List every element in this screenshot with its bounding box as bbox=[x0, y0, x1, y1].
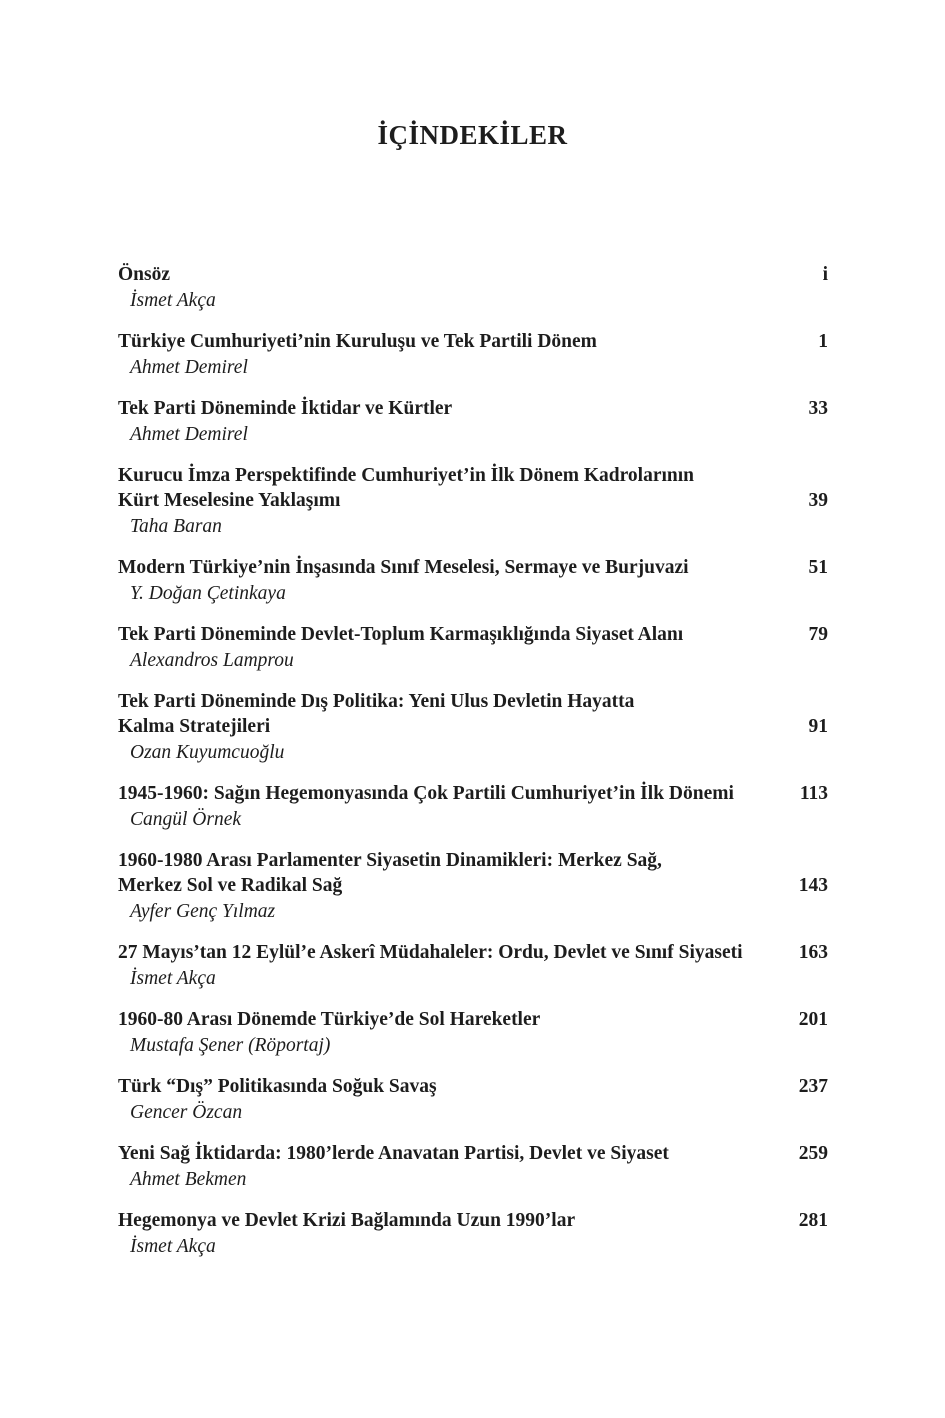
toc-entry-page-number: 143 bbox=[798, 875, 828, 896]
toc-entry-title-line: 27 Mayıs’tan 12 Eylül’e Askerî Müdahaleler: Ordu, Devlet ve Sınıf Siyaseti bbox=[118, 942, 743, 963]
toc-entry-page-number: 39 bbox=[808, 490, 828, 511]
toc-entry-title bbox=[118, 689, 828, 739]
toc-entry-author: Ahmet Demirel bbox=[130, 424, 248, 445]
toc-entry-author: Y. Doğan Çetinkaya bbox=[130, 583, 286, 604]
toc-entry-title-line: Tek Parti Döneminde Dış Politika: Yeni Ulus Devletin Hayatta bbox=[118, 691, 635, 712]
toc-entry-title-line: Modern Türkiye’nin İnşasında Sınıf Meselesi, Sermaye ve Burjuvazi bbox=[118, 557, 689, 578]
toc-entry-title bbox=[118, 848, 828, 898]
toc-entry-author: Ayfer Genç Yılmaz bbox=[130, 901, 276, 922]
toc-entry-author: Ozan Kuyumcuoğlu bbox=[130, 742, 285, 763]
toc-entry-author: Gencer Özcan bbox=[130, 1102, 243, 1123]
toc-entry[interactable] bbox=[118, 463, 828, 540]
toc-entry-title-line: Tek Parti Döneminde İktidar ve Kürtler bbox=[118, 398, 453, 419]
toc-entry-title-line: Türkiye Cumhuriyeti’nin Kuruluşu ve Tek Partili Dönem bbox=[118, 331, 597, 352]
toc-entry-title bbox=[118, 781, 828, 806]
toc-entry-title-line: 1945-1960: Sağın Hegemonyasında Çok Partili Cumhuriyet’in İlk Dönemi bbox=[118, 783, 734, 804]
toc-entry-page-number: 237 bbox=[798, 1076, 828, 1097]
toc-entry-title-line: Tek Parti Döneminde Devlet-Toplum Karmaşıklığında Siyaset Alanı bbox=[118, 624, 684, 645]
toc-entry-title bbox=[118, 940, 828, 965]
toc-entry-title bbox=[118, 1007, 828, 1032]
toc-entry[interactable] bbox=[118, 1208, 828, 1260]
toc-entry[interactable] bbox=[118, 689, 828, 766]
toc-entry-title-line: Önsöz bbox=[118, 264, 171, 285]
toc-entry-author: Cangül Örnek bbox=[130, 809, 242, 830]
toc-entry-author: İsmet Akça bbox=[130, 968, 216, 989]
toc-entry-title-line: 1960-1980 Arası Parlamenter Siyasetin Dinamikleri: Merkez Sağ, bbox=[118, 850, 662, 871]
toc-entry-page-number: 281 bbox=[798, 1210, 828, 1231]
toc-entry-page-number: 79 bbox=[808, 624, 828, 645]
toc-entry-page-number: i bbox=[822, 264, 828, 285]
toc-entry-author: İsmet Akça bbox=[130, 290, 216, 311]
toc-entry-author: Mustafa Şener (Röportaj) bbox=[130, 1035, 331, 1056]
toc-entry-page-number: 163 bbox=[798, 942, 828, 963]
toc-entry-page-number: 1 bbox=[818, 331, 828, 352]
toc-entry-author: Alexandros Lamprou bbox=[130, 650, 294, 671]
toc-entry-page-number: 113 bbox=[799, 783, 828, 804]
toc-entry-page-number: 51 bbox=[808, 557, 828, 578]
toc-entry[interactable] bbox=[118, 848, 828, 925]
toc-entry[interactable] bbox=[118, 262, 828, 314]
toc-entry-title-line: Kalma Stratejileri bbox=[118, 716, 271, 737]
toc-entry[interactable] bbox=[118, 622, 828, 674]
toc-entry-author: Ahmet Bekmen bbox=[130, 1169, 247, 1190]
toc-entry-title-line: Türk “Dış” Politikasında Soğuk Savaş bbox=[118, 1076, 437, 1097]
toc-entry[interactable] bbox=[118, 781, 828, 833]
toc-entry-title-line: Yeni Sağ İktidarda: 1980’lerde Anavatan Partisi, Devlet ve Siyaset bbox=[118, 1143, 669, 1164]
toc-entry-title bbox=[118, 463, 828, 513]
toc-entry-title-line: Merkez Sol ve Radikal Sağ bbox=[118, 875, 343, 896]
toc-entry-author: İsmet Akça bbox=[130, 1236, 216, 1257]
toc-entry-title bbox=[118, 1074, 828, 1099]
table-of-contents bbox=[118, 262, 828, 1275]
toc-entry-page-number: 33 bbox=[808, 398, 828, 419]
toc-entry-title bbox=[118, 329, 828, 354]
toc-entry-page-number: 259 bbox=[798, 1143, 828, 1164]
toc-entry[interactable] bbox=[118, 1074, 828, 1126]
toc-entry[interactable] bbox=[118, 329, 828, 381]
toc-entry-title-line: Kurucu İmza Perspektifinde Cumhuriyet’in İlk Dönem Kadrolarının bbox=[118, 465, 695, 486]
toc-entry-title bbox=[118, 1208, 828, 1233]
toc-entry[interactable] bbox=[118, 940, 828, 992]
toc-entry-title-line: 1960-80 Arası Dönemde Türkiye’de Sol Hareketler bbox=[118, 1009, 541, 1030]
toc-entry[interactable] bbox=[118, 1007, 828, 1059]
toc-entry-title-line: Kürt Meselesine Yaklaşımı bbox=[118, 490, 341, 511]
toc-entry-title-line: Hegemonya ve Devlet Krizi Bağlamında Uzun 1990’lar bbox=[118, 1210, 576, 1231]
toc-entry-title bbox=[118, 1141, 828, 1166]
toc-entry-author: Taha Baran bbox=[130, 516, 222, 537]
toc-entry-title bbox=[118, 396, 828, 421]
toc-entry-page-number: 91 bbox=[808, 716, 828, 737]
toc-entry[interactable] bbox=[118, 555, 828, 607]
toc-entry-title bbox=[118, 622, 828, 647]
page-title: İÇİNDEKİLER bbox=[377, 120, 568, 150]
toc-entry[interactable] bbox=[118, 396, 828, 448]
toc-entry[interactable] bbox=[118, 1141, 828, 1193]
toc-entry-author: Ahmet Demirel bbox=[130, 357, 248, 378]
toc-entry-title bbox=[118, 555, 828, 580]
toc-entry-title bbox=[118, 262, 828, 287]
toc-entry-page-number: 201 bbox=[798, 1009, 828, 1030]
